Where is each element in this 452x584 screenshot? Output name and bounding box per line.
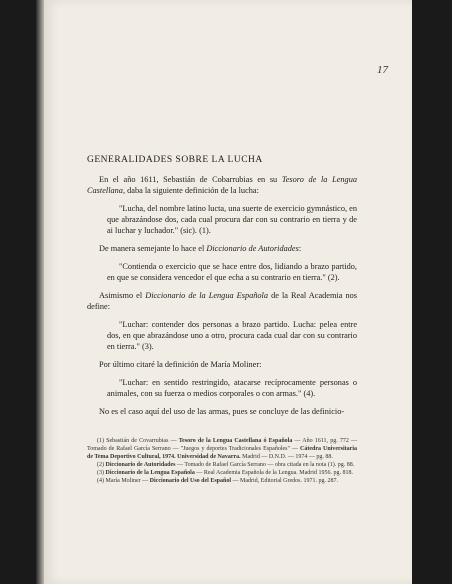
quote-2: "Contienda o exercicio que se hace entre dos, lidiando a brazo partido, en que se considera vencedor el que echa a su contrario en tierra." (2). xyxy=(107,262,357,282)
paragraph-4: Por último citaré la definición de María Moliner: xyxy=(99,360,262,369)
footnote-3: (3) Diccionario de la Lengua Española — Real Academia Española de la Lengua. Madrid 1956. pg. 818. xyxy=(97,470,353,476)
quote-1: "Lucha, del nombre latino lucta, una suerte de exercicio gymnástico, en que abrazándose dos, cada cual procura dar con su contrario en tierra y de ai luchar y luchador." (sic). (1). xyxy=(107,204,357,235)
page-number: 17 xyxy=(377,64,388,76)
paragraph-5: No es el caso aquí del uso de las armas, pues se concluye de las definicio- xyxy=(99,407,345,416)
body-text xyxy=(87,174,357,424)
footnotes xyxy=(87,437,357,485)
footnote-2: (2) Diccionario de Autoridades — Tomado de Rafael García Serrano — obra citada en la nota (1). pg. 88. xyxy=(97,462,355,468)
paragraph-3: Asimismo el Diccionario de la Lengua Española de la Real Academia nos define: xyxy=(87,291,357,311)
paragraph-1: En el año 1611, Sebastián de Cobarrubias en su Tesoro de la Lengua Castellana, daba la siguiente definición de la lucha: xyxy=(87,175,357,195)
paragraph-2: De manera semejante lo hace el Diccionario de Autoridades: xyxy=(99,244,302,253)
footnote-1: (1) Sebastián de Covarrubias — Tesoro de la Lengua Castellana ó Española — Año 1611, pg. 772 — Tomado de Rafael García Serrano — "Juegos y deportes Tradicionales Españoles" — Cátedra Universitaria de Tema Deportivo Cultural, 1974. Universidad de Navarra. Madrid — D.N.D. — 1974 — pg. 88. xyxy=(87,438,358,460)
footnote-4: (4) María Moliner — Diccionario del Uso del Español — Madrid, Editorial Gredos. 1971. pg. 287. xyxy=(97,478,338,484)
quote-4: "Luchar: en sentido restringido, atacarse recíprocamente personas o animales, con su fuerza o medios corporales o con armas." (4). xyxy=(107,378,357,398)
section-heading: GENERALIDADES SOBRE LA LUCHA xyxy=(87,155,263,165)
book-gutter xyxy=(36,0,44,584)
quote-3: "Luchar: contender dos personas a brazo partido. Lucha: pelea entre dos, en que abrazándose uno a otro, procura cada cual dar con su contrario en tierra." (3). xyxy=(107,320,357,351)
